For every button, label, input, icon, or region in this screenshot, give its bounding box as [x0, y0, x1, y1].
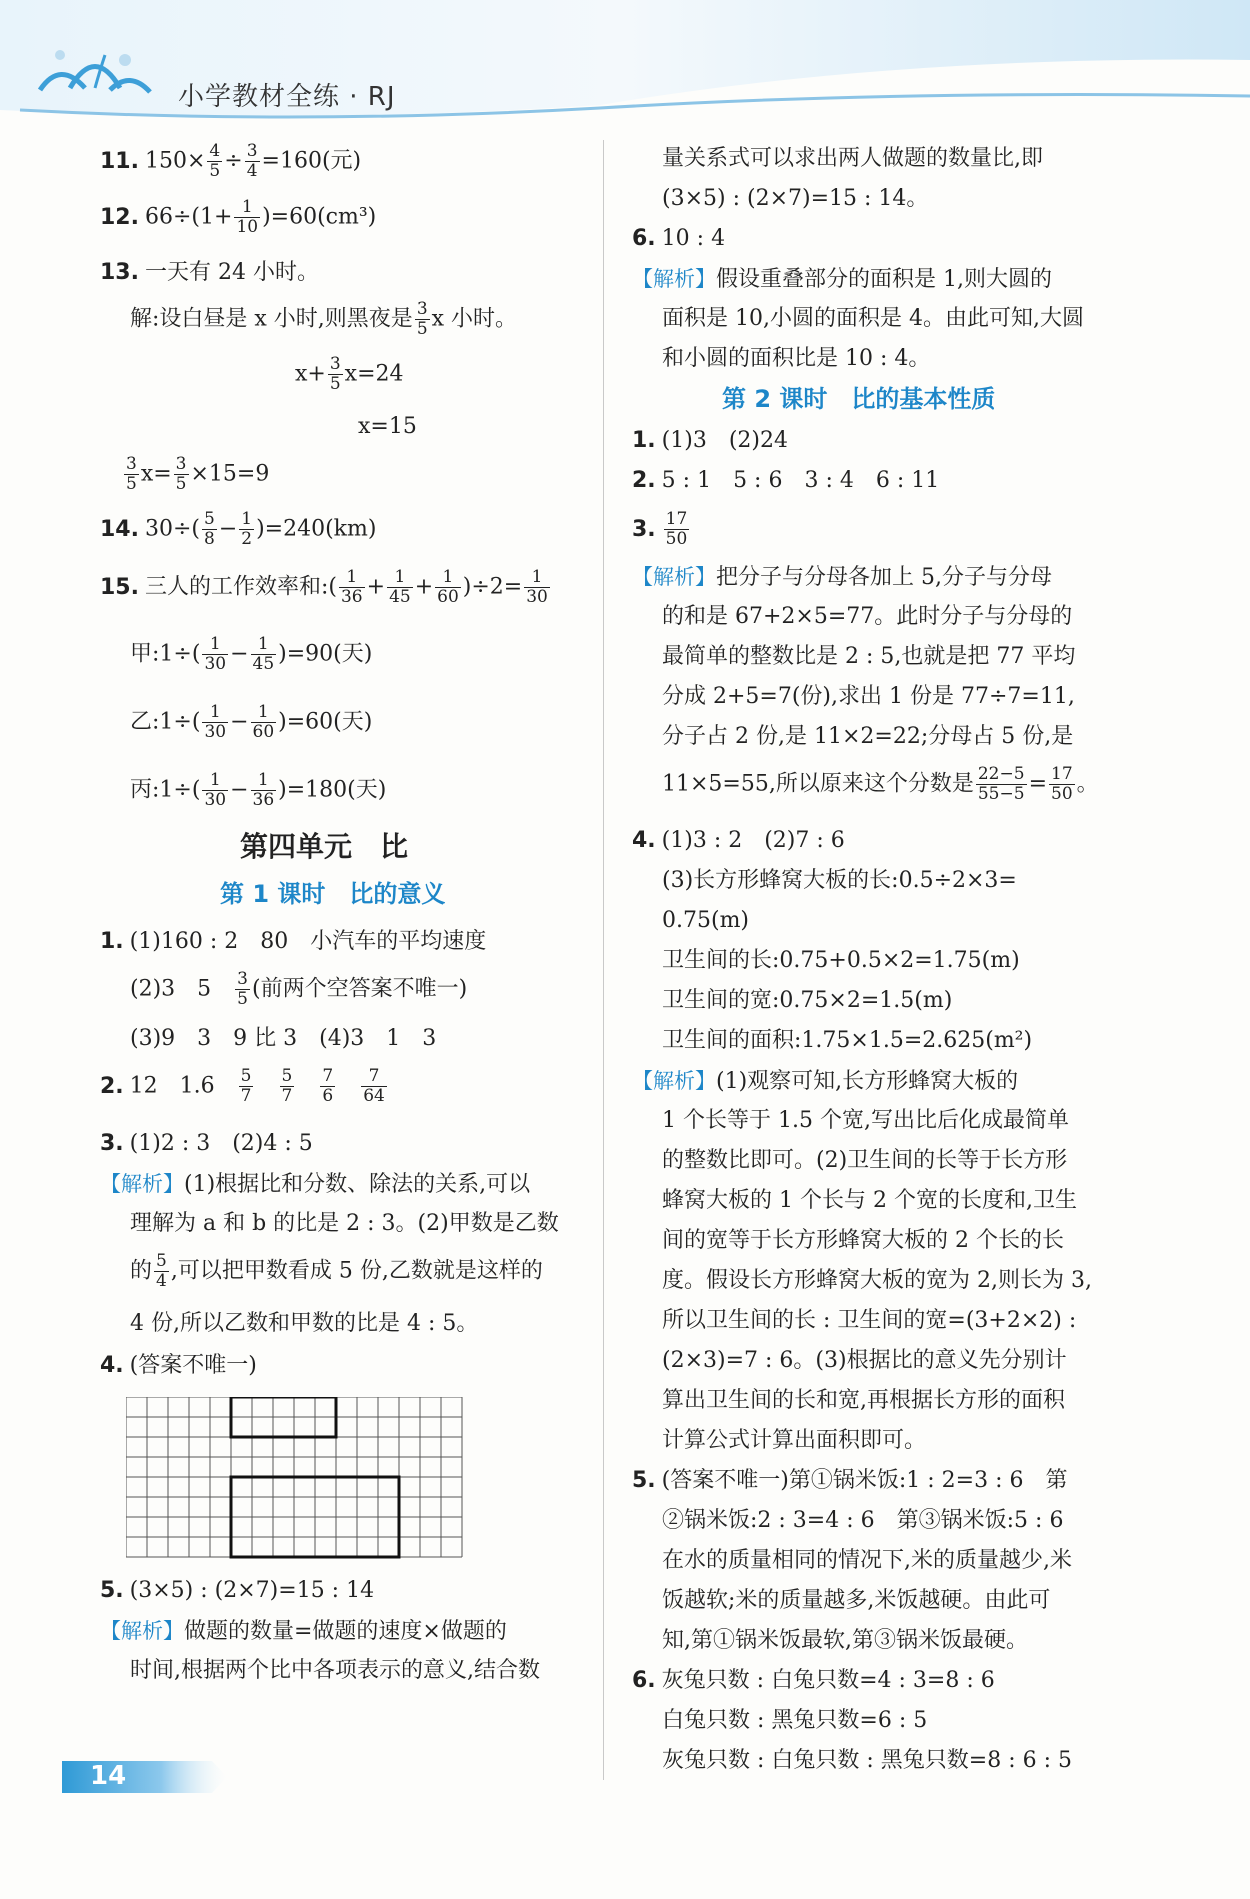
unit-title: 第四单元 比	[240, 830, 409, 863]
l2-answer-4-exp7: 所以卫生间的长 : 卫生间的宽=(3+2×2) :	[662, 1308, 1077, 1333]
denominator: 6	[322, 1086, 334, 1106]
text: x 小时。	[431, 306, 518, 332]
l1-answer-4	[100, 1347, 257, 1385]
numerator: 3	[126, 454, 137, 474]
lesson-2-title: 第 2 课时 比的基本性质	[722, 385, 996, 413]
l2-answer-4-exp10: 计算公式计算出面积即可。	[662, 1428, 927, 1453]
q-number: 1.	[632, 428, 656, 453]
l1-answer-5-exp2: 时间,根据两个比中各项表示的意义,结合数	[130, 1658, 540, 1683]
l2-answer-3-exp3: 最简单的整数比是 2 : 5,也就是把 77 平均	[662, 644, 1076, 669]
text: 假设重叠部分的面积是 1,则大圆的	[716, 267, 1052, 292]
q-number: 5.	[100, 1578, 124, 1603]
text: 12 1.6	[129, 1073, 237, 1099]
text: )=240(km)	[256, 516, 377, 542]
q-number: 4.	[632, 828, 656, 853]
l2-answer-4-exp4: 蜂窝大板的 1 个长与 2 个宽的长度和,卫生	[662, 1188, 1077, 1213]
numerator: 1	[202, 703, 228, 723]
r-line-2: (3×5) : (2×7)=15 : 14。	[662, 186, 929, 211]
q-number: 6.	[632, 226, 656, 251]
text: =160(元)	[261, 148, 362, 174]
answer-13-eq3	[122, 455, 269, 494]
text: ÷	[224, 148, 243, 174]
r-answer-6-exp1	[632, 260, 1052, 299]
page-number-tab	[62, 1757, 242, 1797]
denominator: 10	[236, 217, 259, 237]
denominator: 7	[281, 1086, 293, 1106]
analysis-tag: 【解析】	[632, 267, 716, 291]
text: (1)根据比和分数、除法的关系,可以	[184, 1172, 531, 1197]
fraction	[251, 635, 277, 674]
l1-answer-1-3: (3)9 3 9 比 3 (4)3 1 3	[130, 1026, 437, 1051]
l2-answer-4-exp1	[632, 1062, 1018, 1101]
text: (前两个空答案不唯一)	[252, 976, 468, 1002]
q-number: 2.	[632, 468, 656, 493]
q-number: 4.	[100, 1353, 124, 1378]
answer-15-yi: 乙:1÷( $\frac{1}{30}$ − $\frac{1}{60}$ )=60(天)	[130, 702, 373, 742]
text: −	[218, 516, 238, 542]
l2-answer-6-l3: 灰兔只数 : 白兔只数 : 黑兔只数=8 : 6 : 5	[662, 1748, 1073, 1773]
text: =	[1028, 771, 1047, 797]
l2-answer-6	[632, 1662, 995, 1700]
l2-answer-4-l5: 卫生间的面积:1.75×1.5=2.625(m²)	[662, 1028, 1033, 1053]
numerator: 3	[237, 969, 248, 989]
text: (1)2 : 3 (2)4 : 5	[129, 1131, 313, 1156]
denominator: 50	[665, 529, 688, 549]
text: 做题的数量=做题的速度×做题的	[184, 1619, 507, 1644]
text: x=24	[344, 361, 404, 387]
l2-answer-4-l4: 卫生间的宽:0.75×2=1.5(m)	[662, 988, 953, 1013]
numerator: 7	[322, 1066, 334, 1086]
l2-answer-3-exp1	[632, 558, 1052, 597]
text: 的	[130, 1258, 153, 1284]
numerator: 1	[202, 771, 228, 791]
text: 11×5=55,所以原来这个分数是	[662, 771, 974, 797]
fraction	[387, 568, 413, 607]
denominator: 60	[252, 722, 275, 742]
denominator: 50	[1051, 784, 1073, 804]
fraction	[251, 771, 277, 810]
numerator: 3	[175, 454, 187, 474]
answer-14	[100, 510, 376, 549]
grid-figure	[126, 1397, 466, 1559]
numerator: 17	[665, 509, 688, 529]
l1-answer-3-exp3	[100, 1252, 543, 1291]
denominator: 4	[156, 1271, 167, 1291]
numerator: 1	[435, 568, 461, 588]
l2-answer-4-l1: (3)长方形蜂窝大板的长:0.5÷2×3=	[662, 868, 1017, 893]
denominator: 45	[389, 587, 411, 607]
denominator: 55−5	[977, 784, 1025, 804]
l2-answer-3-exp6	[632, 765, 1099, 804]
numerator: 1	[234, 198, 260, 218]
text: 150×	[144, 148, 206, 174]
text: 灰兔只数 : 白兔只数=4 : 3=8 : 6	[661, 1668, 995, 1693]
l2-answer-5-l4: 饭越软;米的质量越多,米饭越硬。由此可	[662, 1588, 1051, 1613]
fraction	[435, 568, 461, 607]
text: ,可以把甲数看成 5 份,乙数就是这样的	[170, 1258, 543, 1284]
fraction	[202, 771, 228, 810]
l1-answer-3	[100, 1125, 313, 1163]
l2-answer-6-l2: 白兔只数 : 黑兔只数=6 : 5	[662, 1708, 928, 1733]
l2-answer-4-exp2: 1 个长等于 1.5 个宽,写出比后化成最简单	[662, 1108, 1069, 1133]
q-number: 3.	[632, 516, 656, 542]
r-answer-6-exp3: 和小圆的面积比是 10 : 4。	[662, 346, 931, 371]
q-number: 14.	[100, 516, 139, 542]
answer-13	[100, 254, 319, 292]
numerator: 1	[524, 568, 550, 588]
fraction	[239, 1067, 254, 1106]
fraction	[202, 703, 228, 742]
numerator: 5	[281, 1066, 293, 1086]
book-title: 小学教材全练 · RJ	[178, 82, 396, 112]
fraction	[524, 568, 550, 607]
numerator: 1	[251, 635, 277, 655]
l1-answer-5	[100, 1572, 374, 1610]
q-number: 6.	[632, 1668, 656, 1693]
numerator: 3	[329, 354, 341, 374]
l2-answer-1	[632, 422, 788, 460]
fraction	[280, 1067, 295, 1106]
fraction	[207, 142, 222, 181]
text: 乙:1÷(	[130, 709, 201, 735]
denominator: 5	[329, 374, 341, 394]
numerator: 1	[339, 568, 365, 588]
fraction	[234, 198, 260, 237]
denominator: 8	[204, 529, 215, 549]
answer-12	[100, 198, 376, 237]
fraction	[251, 703, 277, 742]
l2-answer-5-l2: ②锅米饭:2 : 3=4 : 6 第③锅米饭:5 : 6	[662, 1508, 1064, 1533]
analysis-tag: 【解析】	[632, 565, 716, 589]
denominator: 5	[416, 319, 428, 339]
numerator: 5	[240, 1066, 252, 1086]
denominator: 45	[252, 654, 275, 674]
text: )=180(天)	[278, 777, 387, 803]
q-number: 13.	[100, 260, 139, 285]
text: (答案不唯一)第①锅米饭:1 : 2=3 : 6 第	[661, 1468, 1068, 1493]
q-number: 12.	[100, 204, 139, 230]
text: (1)3 : 2 (2)7 : 6	[661, 828, 845, 853]
text: 。	[1076, 771, 1099, 797]
l2-answer-3	[632, 510, 691, 549]
denominator: 36	[252, 790, 275, 810]
l2-answer-3-exp4: 分成 2+5=7(份),求出 1 份是 77÷7=11,	[662, 684, 1075, 709]
analysis-tag: 【解析】	[632, 1069, 716, 1093]
fraction	[320, 1067, 335, 1106]
q-number: 3.	[100, 1131, 124, 1156]
text: (1)3 (2)24	[661, 428, 788, 453]
column-divider	[603, 140, 604, 1780]
text: )=60(cm³)	[262, 204, 377, 230]
fraction	[124, 455, 139, 494]
answer-15: 15. 三人的工作效率和:( $\frac{1}{36}$ + $\frac{1}{45}$ + $\frac{1}{60}$ )÷2= $\frac{1}{30}$	[100, 567, 548, 607]
fraction	[361, 1067, 387, 1106]
denominator: 64	[363, 1086, 385, 1106]
denominator: 2	[241, 529, 253, 549]
fraction	[976, 765, 1027, 804]
l1-answer-1	[100, 923, 486, 961]
denominator: 36	[340, 587, 363, 607]
page-number: 14	[90, 1761, 127, 1791]
text: (答案不唯一)	[129, 1353, 257, 1378]
fraction	[154, 1252, 169, 1291]
denominator: 4	[246, 161, 258, 181]
text: ×15=9	[190, 461, 270, 487]
answer-11	[100, 142, 361, 181]
text: (3×5) : (2×7)=15 : 14	[129, 1578, 375, 1603]
numerator: 1	[202, 635, 228, 655]
numerator: 7	[361, 1067, 387, 1087]
text: (1)观察可知,长方形蜂窝大板的	[716, 1069, 1019, 1094]
fraction	[339, 568, 365, 607]
denominator: 5	[209, 161, 221, 181]
text: x=	[140, 461, 172, 487]
analysis-tag: 【解析】	[100, 1619, 184, 1643]
fraction	[202, 635, 228, 674]
fraction	[202, 510, 217, 549]
q-number: 15.	[100, 574, 139, 600]
denominator: 7	[240, 1086, 252, 1106]
text: 一天有 24 小时。	[144, 260, 319, 285]
denominator: 30	[526, 587, 548, 607]
text: 把分子与分母各加上 5,分子与分母	[716, 565, 1052, 590]
text: 三人的工作效率和:(	[144, 574, 337, 600]
text: 10 : 4	[661, 226, 726, 251]
l1-answer-5-exp1	[100, 1612, 507, 1651]
numerator: 3	[246, 141, 258, 161]
fraction	[245, 142, 260, 181]
l1-answer-3-exp4: 4 份,所以乙数和甲数的比是 4 : 5。	[130, 1311, 479, 1336]
fraction	[415, 300, 430, 339]
text: x+	[295, 361, 326, 387]
l2-answer-5	[632, 1462, 1067, 1500]
text: 30÷(	[144, 516, 200, 542]
l2-answer-2	[632, 462, 939, 500]
fraction	[1049, 765, 1075, 804]
answer-15-jia: 甲:1÷( $\frac{1}{30}$ − $\frac{1}{45}$ )=90(天)	[130, 634, 373, 674]
q-number: 2.	[100, 1073, 124, 1099]
numerator: 1	[251, 771, 277, 791]
text: )=90(天)	[278, 641, 373, 667]
text: (1)160 : 2 80 小汽车的平均速度	[129, 929, 487, 954]
text: )=60(天)	[278, 709, 373, 735]
l2-answer-4-exp5: 间的宽等于长方形蜂窝大板的 2 个长的长	[662, 1228, 1064, 1253]
l2-answer-3-exp5: 分子占 2 份,是 11×2=22;分母占 5 份,是	[662, 724, 1074, 749]
denominator: 5	[237, 989, 248, 1009]
l2-answer-5-l3: 在水的质量相同的情况下,米的质量越少,米	[662, 1548, 1072, 1573]
l2-answer-4-exp3: 的整数比即可。(2)卫生间的长等于长方形	[662, 1148, 1068, 1173]
l1-answer-3-exp2: 理解为 a 和 b 的比是 2 : 3。(2)甲数是乙数	[130, 1211, 559, 1236]
numerator: 1	[241, 509, 253, 529]
l2-answer-4-exp9: 算出卫生间的长和宽,再根据长方形的面积	[662, 1388, 1065, 1413]
text: 丙:1÷(	[130, 777, 201, 803]
numerator: 1	[387, 568, 413, 588]
answer-13-eq1	[295, 355, 404, 394]
numerator: 17	[1051, 764, 1073, 784]
denominator: 5	[175, 474, 187, 494]
denominator: 30	[204, 790, 227, 810]
answer-13-eq2: x=15	[358, 414, 417, 439]
lesson-1-title: 第 1 课时 比的意义	[220, 880, 446, 908]
numerator: 5	[204, 509, 215, 529]
q-number: 1.	[100, 929, 124, 954]
q-number: 11.	[100, 148, 139, 174]
text: 5 : 1 5 : 6 3 : 4 6 : 11	[661, 468, 940, 493]
r-answer-6	[632, 220, 725, 258]
l1-answer-3-exp1	[100, 1165, 530, 1204]
l2-answer-4-exp8: (2×3)=7 : 6。(3)根据比的意义先分别计	[662, 1348, 1067, 1373]
text: 66÷(1+	[144, 204, 233, 230]
analysis-tag: 【解析】	[100, 1172, 184, 1196]
numerator: 3	[416, 299, 428, 319]
denominator: 5	[126, 474, 137, 494]
answer-13-solution	[100, 300, 517, 339]
l2-answer-4-l3: 卫生间的长:0.75+0.5×2=1.75(m)	[662, 948, 1020, 973]
l2-answer-5-l5: 知,第①锅米饭最软,第③锅米饭最硬。	[662, 1628, 1028, 1653]
fraction	[328, 355, 343, 394]
fraction	[235, 970, 250, 1009]
fraction	[239, 510, 254, 549]
denominator: 30	[204, 654, 227, 674]
text: 解:设白昼是 x 小时,则黑夜是	[130, 306, 413, 332]
r-answer-6-exp2: 面积是 10,小圆的面积是 4。由此可知,大圆	[662, 306, 1084, 331]
l2-answer-4-l2: 0.75(m)	[662, 908, 750, 933]
fraction	[664, 510, 690, 549]
numerator: 1	[251, 703, 277, 723]
r-line-1: 量关系式可以求出两人做题的数量比,即	[662, 146, 1043, 171]
text: )÷2=	[462, 574, 523, 600]
l2-answer-4-exp6: 度。假设长方形蜂窝大板的宽为 2,则长为 3,	[662, 1268, 1092, 1293]
l1-answer-1-2	[100, 970, 467, 1009]
text: (2)3 5	[130, 976, 234, 1002]
l2-answer-3-exp2: 的和是 67+2×5=77。此时分子与分母的	[662, 604, 1073, 629]
denominator: 60	[437, 587, 459, 607]
page-header	[0, 0, 1250, 125]
answer-15-bing: 丙:1÷( $\frac{1}{30}$ − $\frac{1}{36}$ )=180(天)	[130, 770, 387, 810]
numerator: 22−5	[977, 764, 1025, 784]
q-number: 5.	[632, 1468, 656, 1493]
l1-answer-2	[100, 1067, 389, 1106]
fraction	[174, 455, 189, 494]
denominator: 30	[204, 722, 227, 742]
numerator: 4	[209, 141, 221, 161]
text: 甲:1÷(	[130, 641, 201, 667]
l2-answer-4	[632, 822, 845, 860]
page-tab-shape	[62, 1757, 242, 1797]
numerator: 5	[156, 1251, 167, 1271]
